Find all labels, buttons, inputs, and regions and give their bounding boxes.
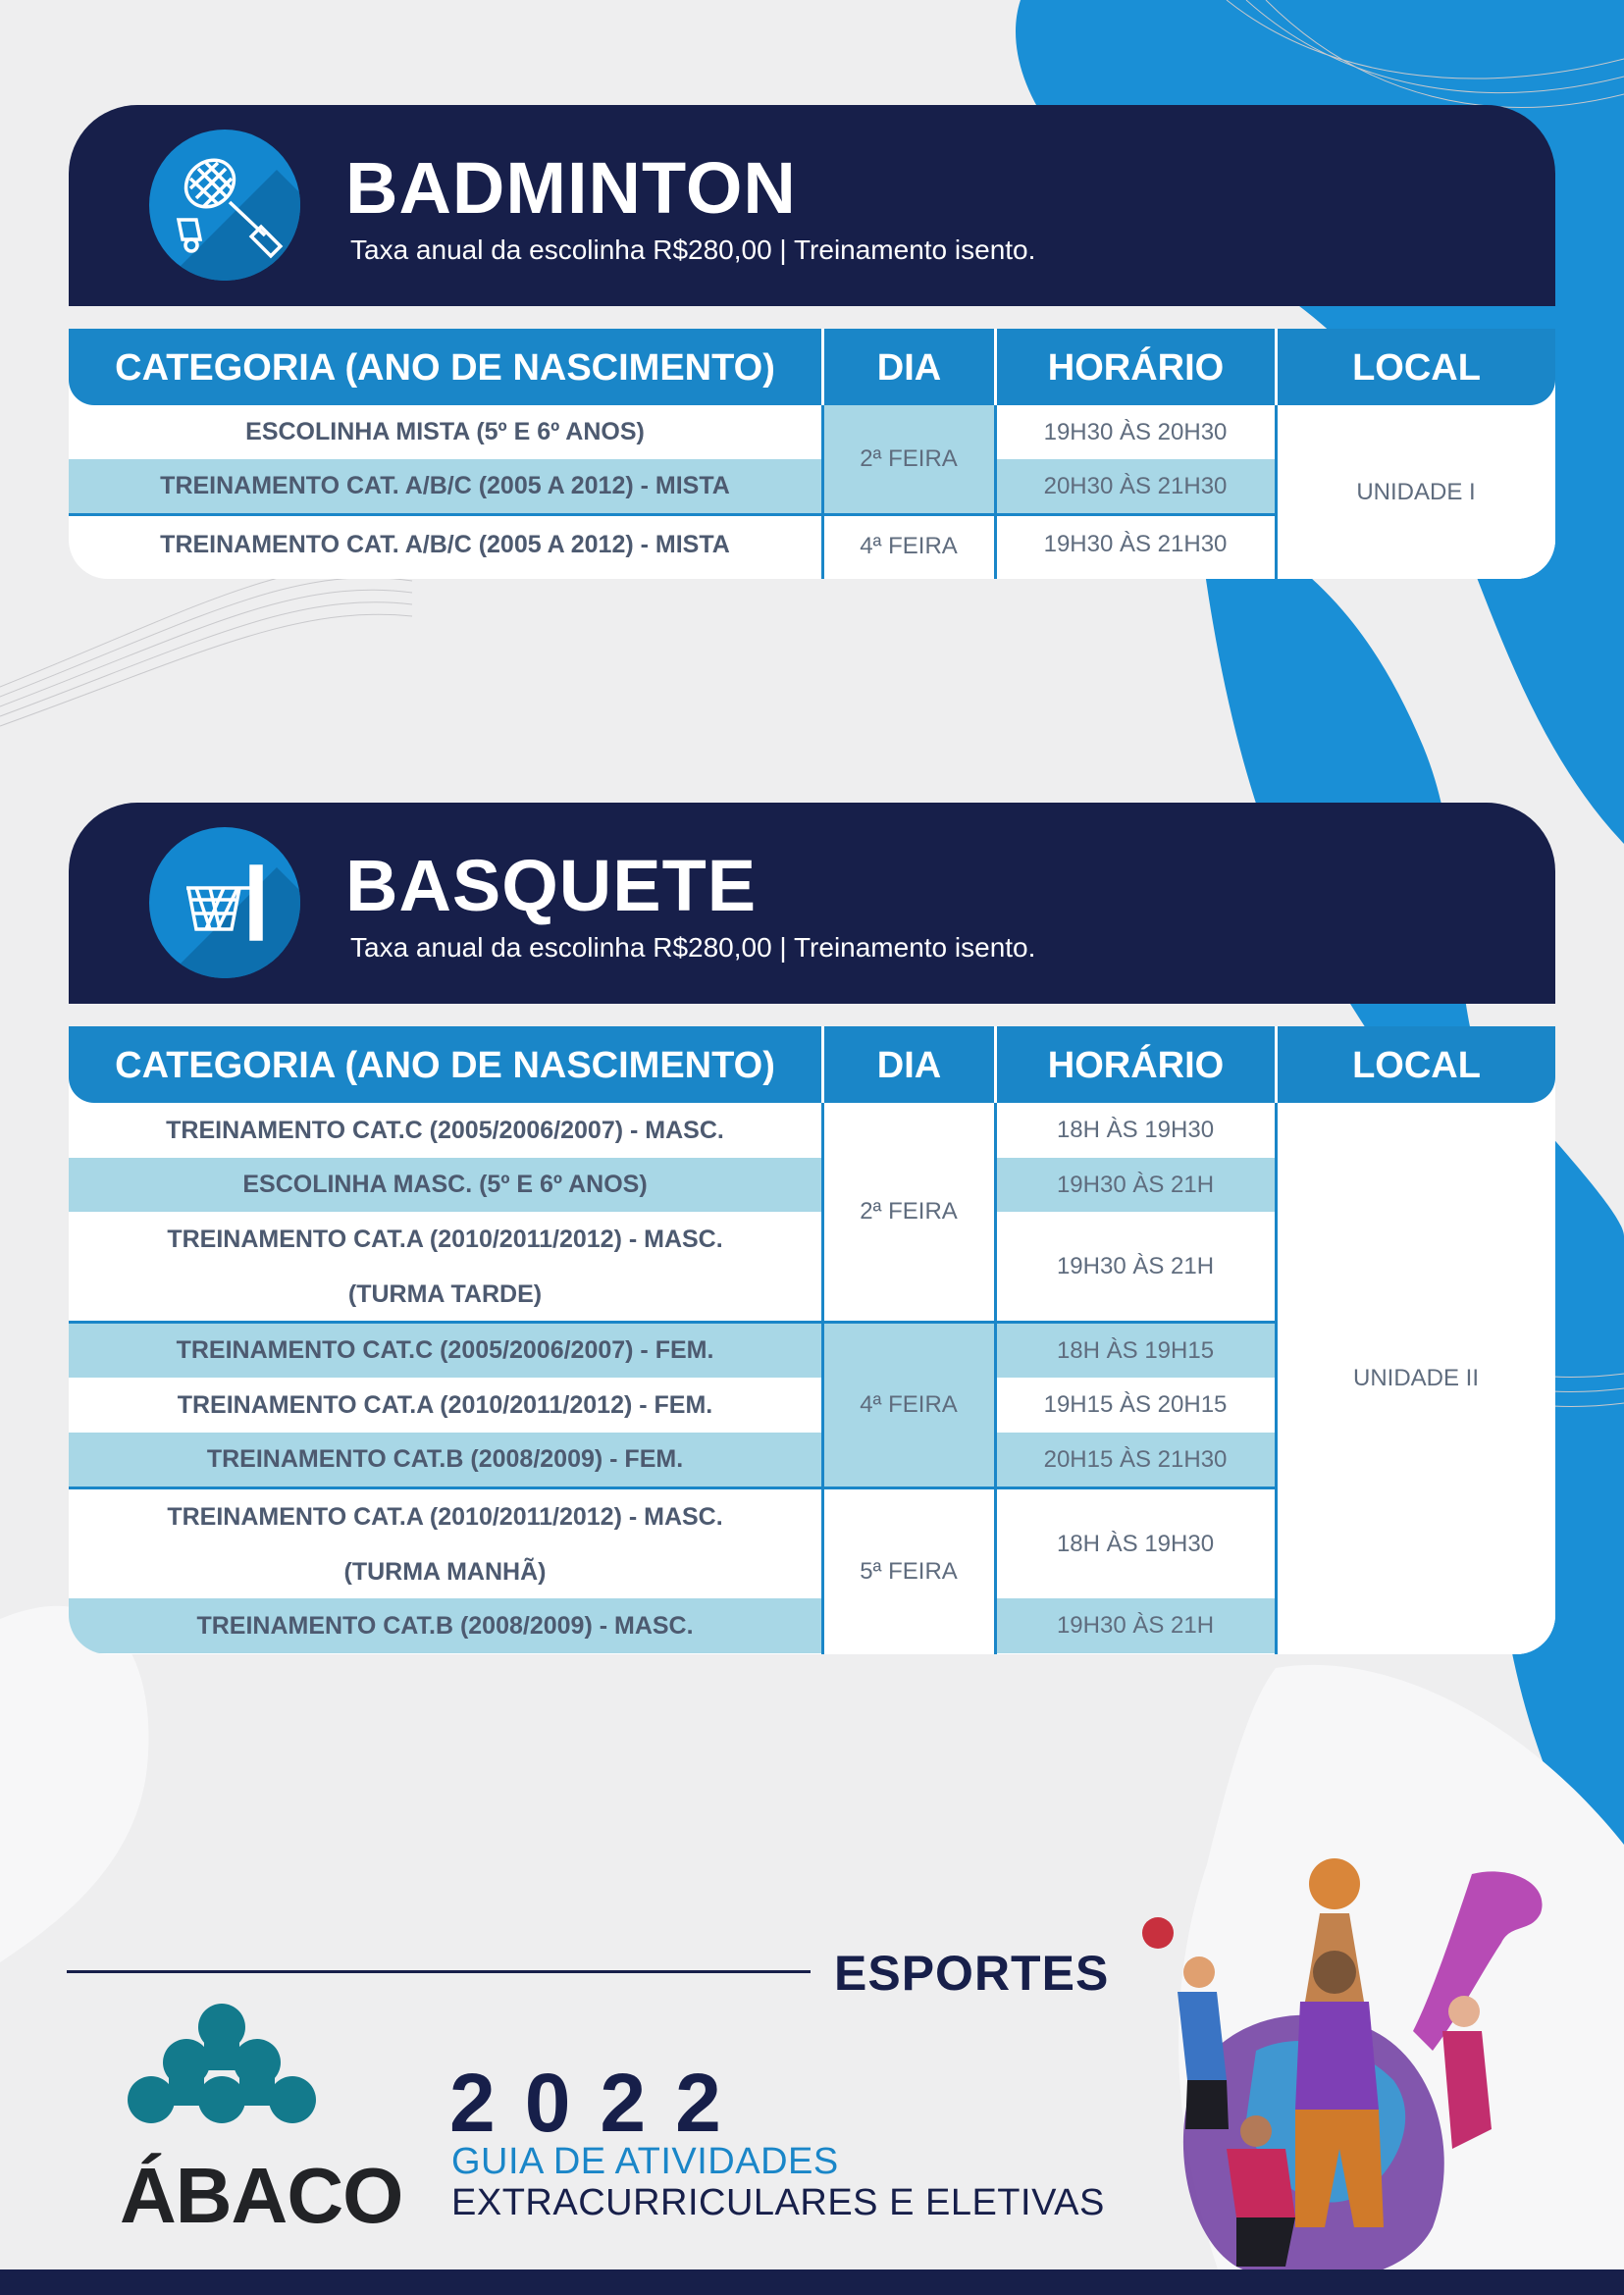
guide-year: 2022	[449, 2057, 751, 2149]
section-header	[69, 803, 1555, 1004]
athletes-illustration	[1138, 1854, 1570, 2295]
table-header	[69, 1026, 1555, 1103]
header-horario: HORÁRIO	[1047, 1045, 1225, 1086]
logo-wordmark: ÁBACO	[120, 2152, 403, 2239]
table-header	[69, 329, 1555, 405]
section-header	[69, 105, 1555, 306]
dia-cell: 4ª FEIRA	[860, 533, 958, 559]
row-categoria: TREINAMENTO CAT.C (2005/2006/2007) - MASC.	[166, 1117, 724, 1144]
badminton-icon	[149, 130, 300, 281]
header-local: LOCAL	[1352, 1045, 1481, 1086]
row-horario: 19H30 ÀS 21H	[1056, 1172, 1215, 1198]
basketball-hoop-icon	[149, 827, 300, 978]
row-categoria: TREINAMENTO CAT.C (2005/2006/2007) - FEM.	[176, 1336, 714, 1364]
category-label: ESPORTES	[834, 1946, 1110, 2001]
dia-cell: 2ª FEIRA	[823, 405, 994, 513]
header-dia: DIA	[876, 347, 942, 389]
section-title: BASQUETE	[345, 845, 758, 926]
row-categoria: ESCOLINHA MASC. (5º E 6º ANOS)	[242, 1171, 648, 1198]
row-horario: 19H15 ÀS 20H15	[1043, 1391, 1228, 1418]
row-categoria: TREINAMENTO CAT.B (2008/2009) - MASC.	[196, 1612, 694, 1640]
guide-title-line2: EXTRACURRICULARES E ELETIVAS	[451, 2182, 1105, 2223]
row-categoria-line2: (TURMA MANHÃ)	[343, 1558, 547, 1586]
schedule-table	[69, 329, 1555, 579]
row-horario: 19H30 ÀS 21H	[1056, 1253, 1215, 1279]
row-categoria: TREINAMENTO CAT.A (2010/2011/2012) - FEM.	[177, 1391, 713, 1419]
local-cell: UNIDADE II	[1277, 1103, 1555, 1654]
bottom-bar	[0, 2269, 1624, 2295]
row-categoria: TREINAMENTO CAT. A/B/C (2005 A 2012) - MISTA	[160, 531, 730, 558]
row-categoria-line2: (TURMA TARDE)	[347, 1280, 543, 1308]
header-categoria: CATEGORIA (ANO DE NASCIMENTO)	[115, 347, 775, 389]
row-horario: 19H30 ÀS 20H30	[1043, 419, 1228, 445]
section-badminton	[69, 105, 1555, 576]
header-horario: HORÁRIO	[1047, 347, 1225, 389]
row-horario: 18H ÀS 19H30	[1056, 1117, 1215, 1143]
row-horario: 18H ÀS 19H15	[1056, 1337, 1215, 1364]
guide-title-line1: GUIA DE ATIVIDADES	[451, 2141, 839, 2182]
row-horario: 18H ÀS 19H30	[1056, 1531, 1215, 1557]
header-categoria: CATEGORIA (ANO DE NASCIMENTO)	[115, 1045, 775, 1086]
row-horario: 20H15 ÀS 21H30	[1043, 1446, 1228, 1473]
row-categoria: TREINAMENTO CAT.B (2008/2009) - FEM.	[206, 1445, 684, 1473]
dia-cell: 4ª FEIRA	[823, 1324, 994, 1487]
row-categoria: TREINAMENTO CAT.A (2010/2011/2012) - MASC.	[167, 1503, 723, 1531]
schedule-table	[69, 1026, 1555, 1654]
row-categoria: TREINAMENTO CAT. A/B/C (2005 A 2012) - MISTA	[160, 472, 730, 499]
header-local: LOCAL	[1352, 347, 1481, 389]
section-basquete	[69, 803, 1555, 1656]
section-title: BADMINTON	[345, 147, 797, 229]
section-subtitle: Taxa anual da escolinha R$280,00 | Treinamento isento.	[350, 932, 1036, 963]
abaco-logo-icon	[116, 2002, 351, 2159]
row-horario: 20H30 ÀS 21H30	[1043, 473, 1228, 499]
row-categoria: TREINAMENTO CAT.A (2010/2011/2012) - MASC.	[167, 1226, 723, 1253]
header-dia: DIA	[876, 1045, 942, 1086]
footer-divider	[67, 1970, 811, 1973]
section-subtitle: Taxa anual da escolinha R$280,00 | Treinamento isento.	[350, 235, 1036, 265]
local-cell: UNIDADE I	[1277, 405, 1555, 579]
dia-cell: 2ª FEIRA	[860, 1198, 958, 1225]
row-horario: 19H30 ÀS 21H30	[1043, 531, 1228, 557]
dia-cell: 5ª FEIRA	[860, 1557, 958, 1585]
row-horario: 19H30 ÀS 21H	[1056, 1612, 1215, 1639]
row-categoria: ESCOLINHA MISTA (5º E 6º ANOS)	[245, 418, 645, 445]
